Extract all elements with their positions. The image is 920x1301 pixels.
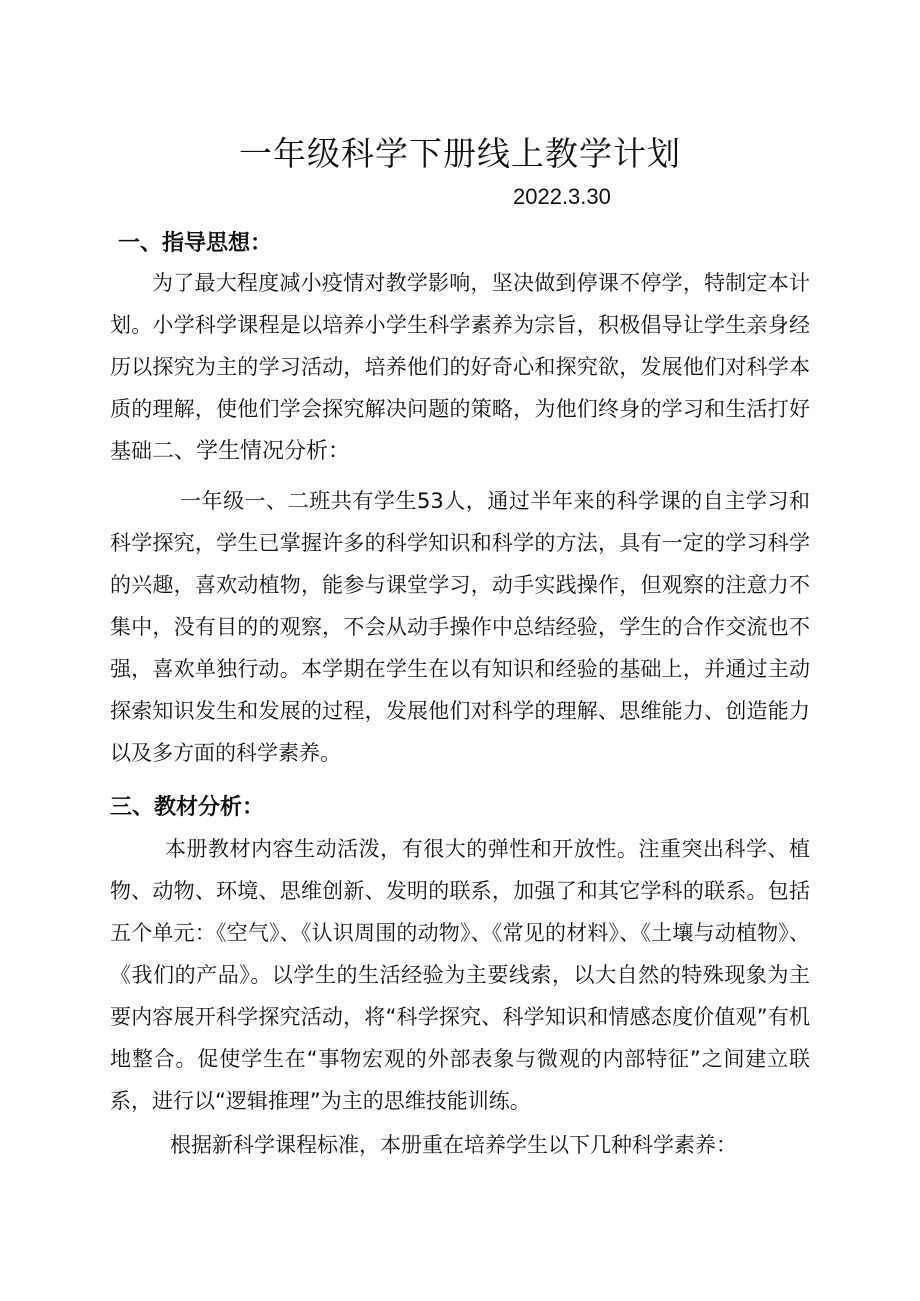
guiding-thought-text: 为了最大程度减小疫情对教学影响，坚决做到停课不停学，特制定本计划。小学科学课程是以培养小学生科学素养为宗旨，积极倡导让学生亲身经历以探究为主的学习活动，培养他们的好奇心和探究欲，发展他们对科学本质的理解，使他们学会探究解决问题的策略，为他们终身的学习和生活打好基础 — [110, 271, 810, 463]
section-body-guiding-thought — [110, 262, 810, 473]
section-heading-guiding-thought: 一、指导思想： — [118, 231, 273, 256]
section-body-student-analysis: 一年级一、二班共有学生53人，通过半年来的科学课的自主学习和科学探究，学生已掌握许多的科学知识和科学的方法，具有一定的学习科学的兴趣，喜欢动植物，能参与课堂学习，动手实践操作，但观察的注意力不集中，没有目的的观察，不会从动手操作中总结经验，学生的合作交流也不强，喜欢单独行动。本学期在学生在以有知识和经验的基础上，并通过主动探索知识发生和发展的过程，发展他们对科学的理解、思维能力、创造能力以及多方面的科学素养。 — [110, 489, 810, 765]
document-title: 一年级科学下册线上教学计划 — [239, 134, 681, 173]
section-body-literacy-intro: 根据新科学课程标准，本册重在培养学生以下几种科学素养： — [170, 1133, 737, 1157]
document-date: 2022.3.30 — [513, 184, 611, 209]
section-heading-textbook-analysis: 三、教材分析： — [110, 795, 265, 820]
section-heading-student-analysis: 二、学生情况分析： — [152, 439, 351, 464]
section-body-textbook-analysis: 本册教材内容生动活泼，有很大的弹性和开放性。注重突出科学、植物、动物、环境、思维创新、发明的联系，加强了和其它学科的联系。包括五个单元：《空气》、《认识周围的动物》、《常见的材料》、《土壤与动植物》、《我们的产品》。以学生的生活经验为主要线索，以大自然的特殊现象为主要内容展开科学探究活动，将“科学探究、科学知识和情感态度价值观”有机地整合。促使学生在“事物宏观的外部表象与微观的内部特征”之间建立联系，进行以“逻辑推理”为主的思维技能训练。 — [110, 837, 810, 1113]
